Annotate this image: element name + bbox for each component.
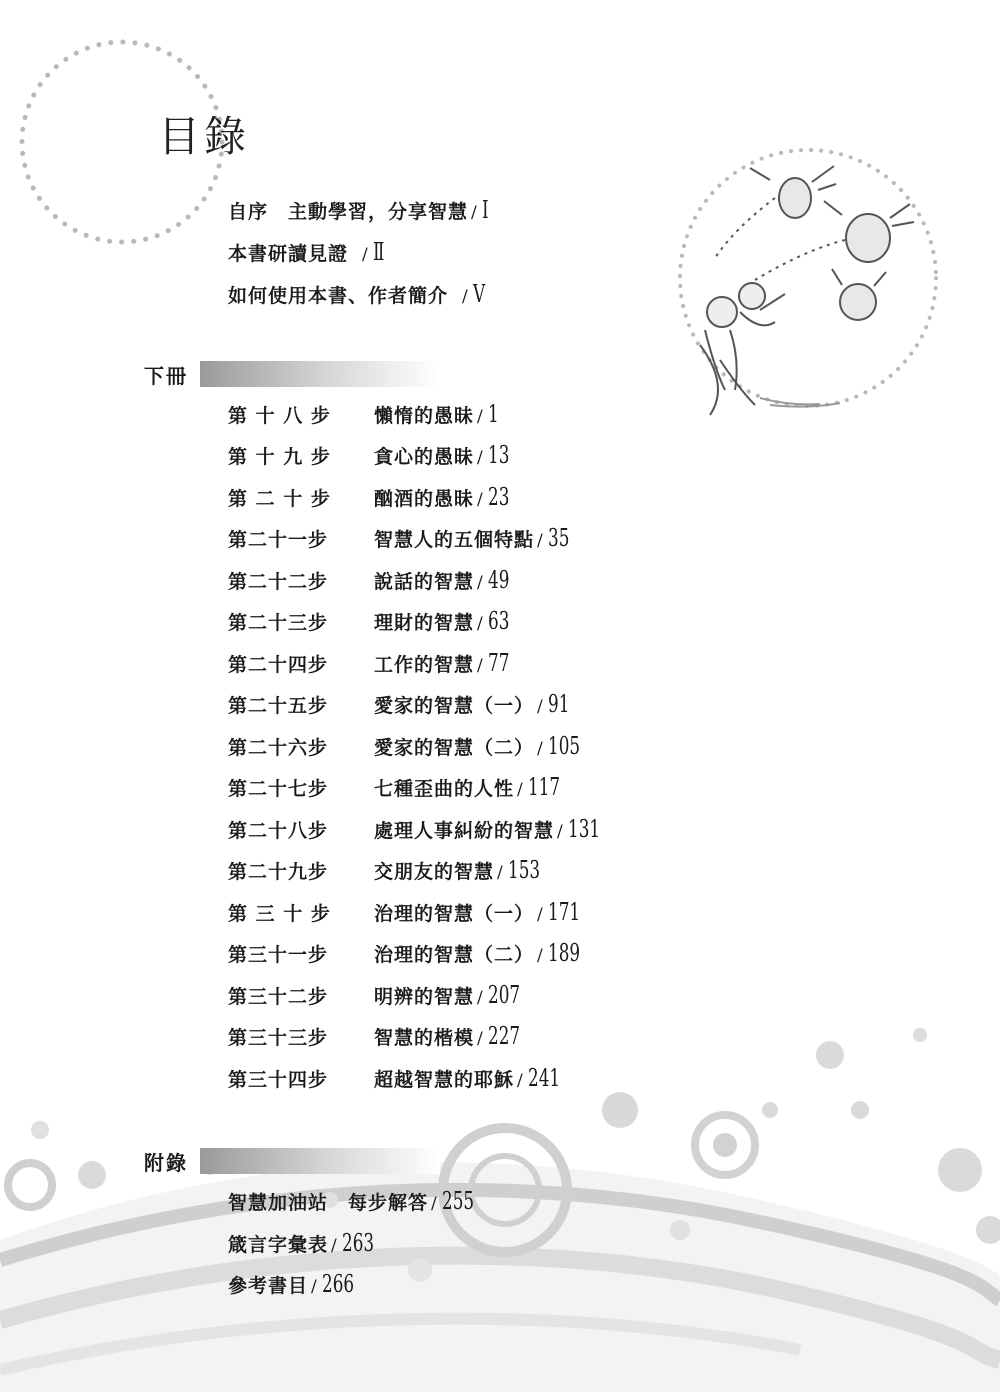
chapter-entry[interactable]: 第三十四步 超越智慧的耶穌 / 241 <box>228 1064 560 1092</box>
chapter-step: 第二十七步 <box>228 778 329 800</box>
section-label: 下冊 <box>144 363 188 388</box>
chapter-step: 第二十三步 <box>228 612 329 634</box>
chapter-entry[interactable]: 第二十五步 愛家的智慧（一） / 91 <box>228 690 570 718</box>
entry-title: 參考書目 <box>228 1275 309 1297</box>
page-number: 35 <box>547 524 570 552</box>
page-number: 189 <box>547 939 580 967</box>
chapter-step: 第 十 九 步 <box>228 446 331 468</box>
appendix-entry[interactable]: 參考書目 / 266 <box>228 1270 354 1298</box>
chapter-entry[interactable]: 第 十 九 步 貪心的愚昧 / 13 <box>228 441 510 469</box>
chapter-title: 理財的智慧 <box>374 612 475 634</box>
chapter-entry[interactable]: 第 三 十 步 治理的智慧（一） / 171 <box>228 898 580 926</box>
entry-title: 智慧加油站 每步解答 <box>228 1192 429 1214</box>
chapter-step: 第二十九步 <box>228 861 329 883</box>
page-number: 1 <box>487 400 499 428</box>
chapter-entry[interactable]: 第二十八步 處理人事糾紛的智慧 / 131 <box>228 815 600 843</box>
page-number: 266 <box>321 1270 354 1298</box>
front-matter-item[interactable]: 自序 主動學習，分享智慧 / Ⅰ <box>228 196 489 224</box>
page-number: 263 <box>341 1229 374 1257</box>
chapter-title: 智慧的楷模 <box>374 1027 475 1049</box>
page-number: 171 <box>547 898 580 926</box>
chapter-title: 說話的智慧 <box>374 571 475 593</box>
chapter-title: 愛家的智慧（二） <box>374 737 535 759</box>
chapter-step: 第 三 十 步 <box>228 903 331 925</box>
chapter-entry[interactable]: 第二十四步 工作的智慧 / 77 <box>228 649 510 677</box>
page-number: 117 <box>527 773 560 801</box>
chapter-title: 超越智慧的耶穌 <box>374 1069 515 1091</box>
page-number: 105 <box>547 732 580 760</box>
chapter-entry[interactable]: 第二十九步 交朋友的智慧 / 153 <box>228 856 540 884</box>
chapter-title: 工作的智慧 <box>374 654 475 676</box>
chapter-title: 治理的智慧（一） <box>374 903 535 925</box>
page-number: 91 <box>547 690 570 718</box>
section-gradient-bar <box>200 361 440 387</box>
entry-title: 箴言字彙表 <box>228 1234 329 1256</box>
section-label: 附錄 <box>144 1150 188 1175</box>
page-number: 77 <box>487 649 510 677</box>
page-number: 207 <box>487 981 520 1009</box>
section-header-volume <box>144 359 444 389</box>
page-number: 63 <box>487 607 510 635</box>
chapter-step: 第 二 十 步 <box>228 488 331 510</box>
chapter-entry[interactable]: 第二十六步 愛家的智慧（二） / 105 <box>228 732 580 760</box>
page-number: 131 <box>567 815 600 843</box>
page-title: 目錄 <box>158 112 251 161</box>
chapter-step: 第二十六步 <box>228 737 329 759</box>
page-number: 13 <box>487 441 510 469</box>
chapter-entry[interactable]: 第 二 十 步 酗酒的愚昧 / 23 <box>228 483 510 511</box>
entry-title: 本書研讀見證 <box>228 243 349 265</box>
page-number: 153 <box>507 856 540 884</box>
chapter-step: 第 十 八 步 <box>228 405 331 427</box>
page-number: Ⅱ <box>372 238 385 266</box>
chapter-entry[interactable]: 第二十一步 智慧人的五個特點 / 35 <box>228 524 570 552</box>
chapter-entry[interactable]: 第 十 八 步 懶惰的愚昧 / 1 <box>228 400 499 428</box>
chapter-step: 第二十二步 <box>228 571 329 593</box>
chapter-step: 第二十五步 <box>228 695 329 717</box>
chapter-title: 七種歪曲的人性 <box>374 778 515 800</box>
chapter-title: 酗酒的愚昧 <box>374 488 475 510</box>
chapter-step: 第三十一步 <box>228 944 329 966</box>
front-matter-item[interactable]: 本書研讀見證 / Ⅱ <box>228 238 385 266</box>
flying-money-illustration <box>700 166 914 415</box>
page-number: 255 <box>441 1187 474 1215</box>
chapter-title: 智慧人的五個特點 <box>374 529 535 551</box>
chapter-title: 交朋友的智慧 <box>374 861 495 883</box>
appendix-entry[interactable]: 智慧加油站 每步解答 / 255 <box>228 1187 474 1215</box>
chapter-step: 第二十四步 <box>228 654 329 676</box>
chapter-step: 第二十一步 <box>228 529 329 551</box>
chapter-step: 第三十二步 <box>228 986 329 1008</box>
page-number: 23 <box>487 483 510 511</box>
chapter-title: 明辨的智慧 <box>374 986 475 1008</box>
chapter-entry[interactable]: 第三十一步 治理的智慧（二） / 189 <box>228 939 580 967</box>
chapter-step: 第二十八步 <box>228 820 329 842</box>
page-number: Ⅴ <box>472 280 485 308</box>
appendix-entry[interactable]: 箴言字彙表 / 263 <box>228 1229 374 1257</box>
section-gradient-bar <box>200 1148 440 1174</box>
section-header-appendix <box>144 1146 444 1176</box>
chapter-title: 處理人事糾紛的智慧 <box>374 820 555 842</box>
chapter-title: 治理的智慧（二） <box>374 944 535 966</box>
chapter-entry[interactable]: 第三十二步 明辨的智慧 / 207 <box>228 981 520 1009</box>
page-number: 227 <box>487 1022 520 1050</box>
chapter-entry[interactable]: 第二十二步 說話的智慧 / 49 <box>228 566 510 594</box>
entry-title: 自序 主動學習，分享智慧 <box>228 201 469 223</box>
chapter-title: 貪心的愚昧 <box>374 446 475 468</box>
front-matter-item[interactable]: 如何使用本書、作者簡介 / Ⅴ <box>228 280 485 308</box>
chapter-step: 第三十四步 <box>228 1069 329 1091</box>
page-number: 241 <box>527 1064 560 1092</box>
page-number: 49 <box>487 566 510 594</box>
chapter-title: 懶惰的愚昧 <box>374 405 475 427</box>
page-number: Ⅰ <box>481 196 489 224</box>
chapter-entry[interactable]: 第三十三步 智慧的楷模 / 227 <box>228 1022 520 1050</box>
chapter-title: 愛家的智慧（一） <box>374 695 535 717</box>
chapter-step: 第三十三步 <box>228 1027 329 1049</box>
entry-title: 如何使用本書、作者簡介 <box>228 285 449 307</box>
chapter-entry[interactable]: 第二十七步 七種歪曲的人性 / 117 <box>228 773 560 801</box>
chapter-entry[interactable]: 第二十三步 理財的智慧 / 63 <box>228 607 510 635</box>
